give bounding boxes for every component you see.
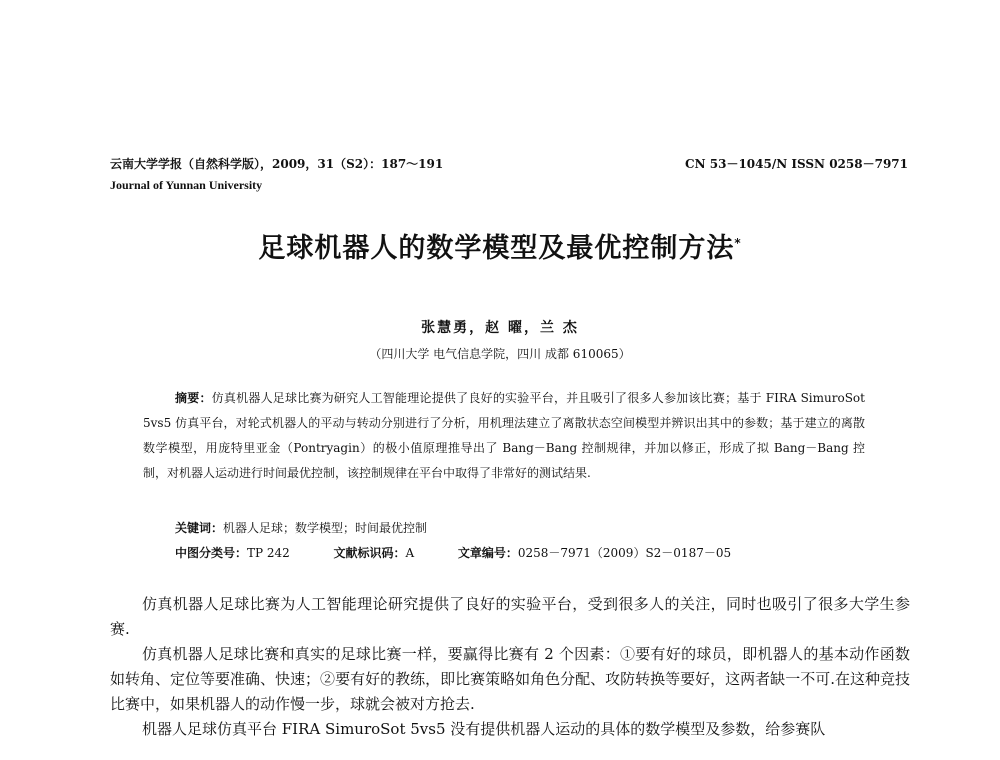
keywords <box>175 519 427 536</box>
title-footnote-mark: * <box>734 236 742 250</box>
article-title <box>0 226 1000 265</box>
journal-english-name: Journal of Yunnan University <box>110 178 263 192</box>
keywords-label: 关键词： <box>175 521 224 535</box>
clc-label: 中图分类号： <box>175 546 248 560</box>
body-paragraph-3: 机器人足球仿真平台 FIRA SimuroSot 5vs5 没有提供机器人运动的具体的数学模型及参数，给参赛队 <box>142 720 826 738</box>
body-text <box>110 592 910 742</box>
affiliation: （四川大学 电气信息学院，四川 成都 610065） <box>369 347 631 361</box>
classification-info <box>175 544 731 561</box>
authors: 张慧勇，赵 曜，兰 杰 <box>421 320 579 336</box>
journal-citation: 云南大学学报（自然科学版），2009，31（S2）：187～191 <box>110 157 444 171</box>
journal-header <box>110 155 908 173</box>
abstract <box>143 386 865 486</box>
doc-code-label: 文献标识码： <box>333 546 406 560</box>
abstract-text: 仿真机器人足球比赛为研究人工智能理论提供了良好的实验平台，并且吸引了很多人参加该比赛；基于 FIRA SimuroSot 5vs5 仿真平台，对轮式机器人的平动与转动分别进行了分析，用机理法建立了离散状态空间模型并辨识出其中的参数；基于建立的离散数学模型，用庞特里亚金（Pontryagin）的极小值原理推导出了 Bang－Bang 控制规律，并加以修正，形成了拟 Bang－Bang 控制，对机器人运动进行时间最优控制，该控制规律在平台中取得了非常好的测试结果. <box>143 391 865 480</box>
article-number-value: 0258－7971（2009）S2－0187－05 <box>517 546 732 560</box>
article-number-label: 文章编号： <box>457 546 518 560</box>
clc-value: TP 242 <box>247 546 290 560</box>
doc-code-value: A <box>405 546 415 560</box>
body-paragraph-2: 仿真机器人足球比赛和真实的足球比赛一样，要赢得比赛有 2 个因素：①要有好的球员，即机器人的基本动作函数如转角、定位等要准确、快速；②要有好的教练，即比赛策略如角色分配、攻防转换等要好，这两者缺一不可.在这种竞技比赛中，如果机器人的动作慢一步，球就会被对方抢去. <box>110 645 910 713</box>
keywords-text: 机器人足球；数学模型；时间最优控制 <box>223 521 428 535</box>
body-paragraph-1: 仿真机器人足球比赛为人工智能理论研究提供了良好的实验平台，受到很多人的关注，同时也吸引了很多大学生参赛. <box>110 595 910 638</box>
cn-issn-number: CN 53－1045/N ISSN 0258－7971 <box>685 157 908 171</box>
article-title-text: 足球机器人的数学模型及最优控制方法 <box>258 233 735 264</box>
abstract-label: 摘要： <box>175 391 212 405</box>
